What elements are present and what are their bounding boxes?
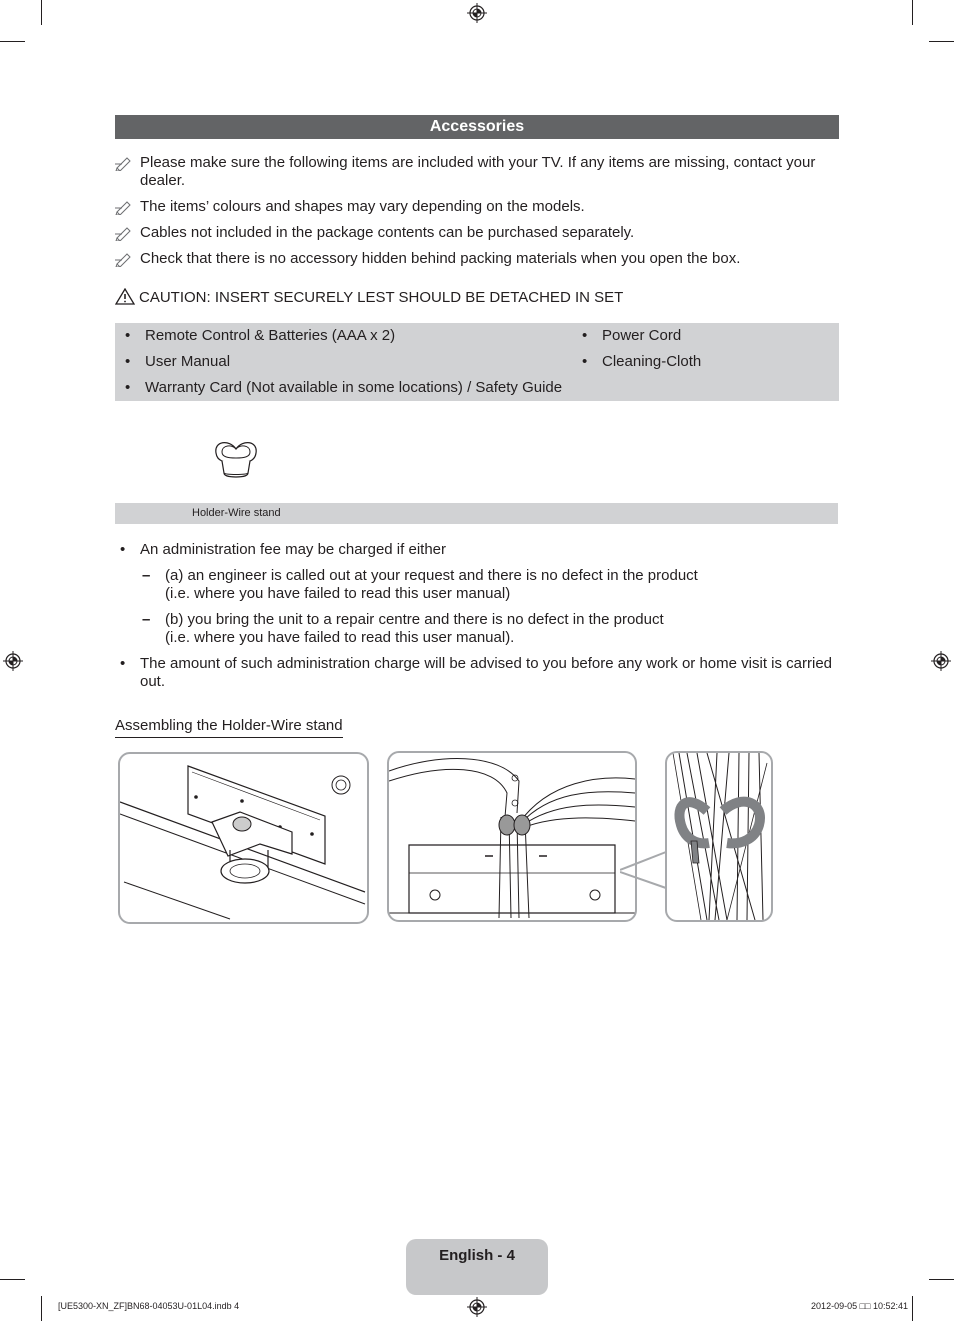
note-pencil-icon bbox=[115, 225, 133, 241]
accessories-box bbox=[115, 323, 839, 401]
page-number-tab: English - 4 bbox=[406, 1239, 548, 1295]
crop-mark bbox=[912, 1296, 913, 1321]
list-subitem bbox=[115, 611, 839, 647]
crop-mark bbox=[41, 0, 42, 25]
holder-wire-stand-icon bbox=[212, 435, 260, 483]
note-text: The items’ colours and shapes may vary depending on the models. bbox=[140, 198, 585, 215]
subitem-line: – (a) an engineer is called out at your request and there is no defect in the product bbox=[165, 567, 698, 584]
note-item bbox=[115, 154, 839, 190]
file-info: [UE5300-XN_ZF]BN68-04053U-01L04.indb 4 bbox=[58, 1301, 240, 1311]
note-pencil-icon bbox=[115, 199, 133, 215]
note-pencil-icon bbox=[115, 155, 133, 171]
detail-callout-lines bbox=[620, 850, 670, 890]
subitem-line: (i.e. where you have failed to read this user manual) bbox=[165, 585, 511, 602]
list-item: • An administration fee may be charged if either bbox=[115, 541, 839, 559]
holder-caption: Holder-Wire stand bbox=[192, 507, 281, 519]
assembly-illustration-detail bbox=[665, 751, 773, 922]
caution-triangle-icon bbox=[115, 288, 135, 305]
list-item: • Warranty Card (Not available in some locations) / Safety Guide bbox=[115, 375, 562, 401]
crop-mark bbox=[0, 41, 25, 42]
list-subitem bbox=[115, 567, 839, 603]
note-item bbox=[115, 224, 839, 242]
note-item bbox=[115, 198, 839, 216]
print-timestamp: 2012-09-05 □□ 10:52:41 bbox=[811, 1301, 908, 1311]
list-item: • Remote Control & Batteries (AAA x 2) bbox=[115, 323, 562, 349]
crop-mark bbox=[912, 0, 913, 25]
note-text: Check that there is no accessory hidden behind packing materials when you open the box. bbox=[140, 250, 741, 267]
registration-mark-icon bbox=[3, 651, 23, 671]
fees-list bbox=[115, 541, 839, 699]
holder-caption-bar bbox=[115, 503, 838, 524]
registration-mark-icon bbox=[467, 1297, 487, 1317]
note-text: Please make sure the following items are included with your TV. If any items are missing, contact your dealer. bbox=[140, 154, 816, 189]
assembly-illustration-stand bbox=[118, 752, 369, 924]
subitem-line: (i.e. where you have failed to read this user manual). bbox=[165, 629, 515, 646]
accessories-left-column bbox=[115, 323, 562, 401]
assembly-illustration-cables bbox=[387, 751, 637, 922]
list-item: • Power Cord bbox=[572, 323, 701, 349]
caution-text: CAUTION: INSERT SECURELY LEST SHOULD BE DETACHED IN SET bbox=[139, 289, 624, 306]
list-item: • Cleaning-Cloth bbox=[572, 349, 701, 375]
list-item: • The amount of such administration charge will be advised to you before any work or home visit is carried out. bbox=[115, 655, 839, 691]
note-pencil-icon bbox=[115, 251, 133, 267]
assembly-heading: Assembling the Holder-Wire stand bbox=[115, 716, 343, 738]
note-text: Cables not included in the package contents can be purchased separately. bbox=[140, 224, 635, 241]
caution-line bbox=[115, 288, 839, 307]
crop-mark bbox=[41, 1296, 42, 1321]
crop-mark bbox=[929, 1279, 954, 1280]
notes-list bbox=[115, 154, 839, 276]
list-item: • User Manual bbox=[115, 349, 562, 375]
subitem-line: – (b) you bring the unit to a repair centre and there is no defect in the product bbox=[165, 611, 664, 628]
registration-mark-icon bbox=[931, 651, 951, 671]
registration-mark-icon bbox=[467, 3, 487, 23]
accessories-right-column bbox=[572, 323, 701, 375]
note-item bbox=[115, 250, 839, 268]
crop-mark bbox=[929, 41, 954, 42]
section-title: Accessories bbox=[115, 115, 839, 139]
crop-mark bbox=[0, 1279, 25, 1280]
